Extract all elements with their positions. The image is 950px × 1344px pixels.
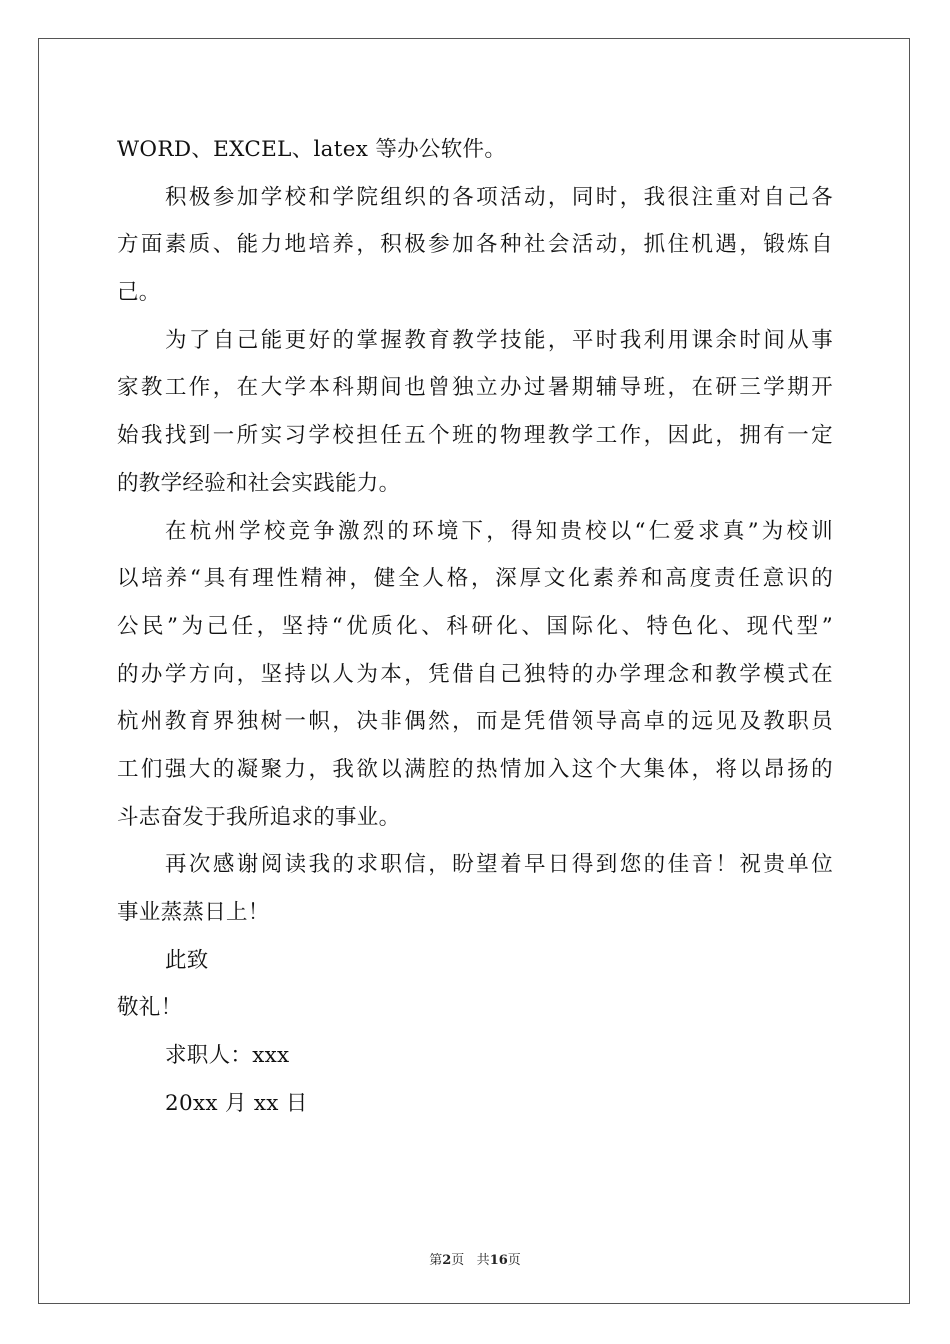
text-line: 杭州教育界独树一帜，决非偶然，而是凭借领导高卓的远见及教职员	[117, 709, 833, 735]
text-line: WORD、EXCEL、latex 等办公软件。	[117, 137, 507, 162]
text-line: 方面素质、能力地培养，积极参加各种社会活动，抓住机遇，锻炼自	[117, 232, 833, 258]
text-line: 积极参加学校和学院组织的各项活动，同时，我很注重对自己各	[165, 184, 833, 210]
footer-page-suffix: 页	[451, 1253, 465, 1268]
footer-total-prefix: 共	[476, 1253, 490, 1268]
text-line: 己。	[117, 280, 161, 306]
text-line: 家教工作，在大学本科期间也曾独立办过暑期辅导班，在研三学期开	[117, 375, 833, 401]
signature-applicant: 求职人：xxx	[165, 1043, 290, 1069]
letter-body	[117, 126, 833, 1127]
text-line: 在杭州学校竞争激烈的环境下，得知贵校以“仁爱求真”为校训	[165, 518, 833, 544]
text-line: 工们强大的凝聚力，我欲以满腔的热情加入这个大集体，将以昂扬的	[117, 756, 833, 782]
signature-date: 20xx 月 xx 日	[165, 1090, 308, 1116]
text-line: 以培养“具有理性精神，健全人格，深厚文化素养和高度责任意识的	[117, 566, 833, 592]
footer-page-prefix: 第	[429, 1253, 443, 1268]
closing-salutation: 此致	[165, 947, 209, 973]
text-line: 斗志奋发于我所追求的事业。	[117, 804, 401, 830]
footer-page-number: 2	[442, 1253, 452, 1268]
text-line: 的教学经验和社会实践能力。	[117, 470, 401, 496]
page-footer	[0, 1249, 950, 1268]
text-line: 的办学方向，坚持以人为本，凭借自己独特的办学理念和教学模式在	[117, 661, 833, 687]
text-line: 事业蒸蒸日上！	[117, 900, 270, 925]
closing-regards: 敬礼！	[117, 995, 183, 1021]
text-line: 公民”为己任，坚持“优质化、科研化、国际化、特色化、现代型”	[117, 613, 833, 639]
text-line: 为了自己能更好的掌握教育教学技能，平时我利用课余时间从事	[165, 327, 833, 353]
text-line: 再次感谢阅读我的求职信，盼望着早日得到您的佳音！祝贵单位	[165, 852, 833, 878]
footer-total-suffix: 页	[507, 1253, 521, 1268]
text-line: 始我找到一所实习学校担任五个班的物理教学工作，因此，拥有一定	[117, 423, 833, 449]
footer-total-pages: 16	[489, 1253, 508, 1268]
